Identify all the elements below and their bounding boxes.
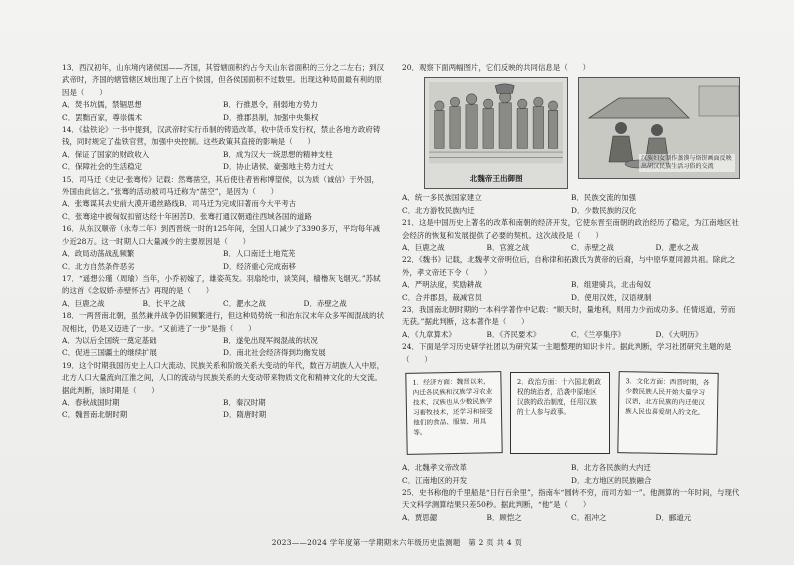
answer-option[interactable]: A．《九章算术》 — [402, 329, 456, 339]
question-text: 16．从东汉顺帝（永寿二年）到西晋统一时的125年间，全国人口减少了3390多万，平均每年减少近28万。这一时期人口大量减少的主要原因是（ ） — [62, 224, 381, 246]
answer-option[interactable]: B．北方各民族的大内迁 — [571, 463, 651, 473]
answer-option[interactable]: D．郦道元 — [655, 512, 692, 522]
answer-option[interactable]: B．组建骑兵，北击匈奴 — [571, 280, 651, 290]
answer-option[interactable]: C．北方自然条件恶劣 — [62, 261, 135, 271]
question-text: 13．西汉初年，山东境内诸侯国——齐国，其管辖面积约占今天山东省面积的三分之二左右；到汉武帝时，齐国的辖管辖区域出现了上百个侯国，但各侯国面积不过数里。出现这种局面最有利的原因是（ ） — [62, 63, 385, 97]
answer-option[interactable]: D．隋唐时期 — [223, 410, 267, 420]
answer-option[interactable]: A．北魏孝文帝改革 — [402, 463, 467, 473]
answer-option[interactable]: B．《齐民要术》 — [486, 329, 541, 339]
answer-option[interactable]: C．促进三国疆土的继续扩展 — [62, 348, 157, 358]
answer-option[interactable]: C．魏晋南北朝时期 — [62, 410, 128, 420]
answer-options — [62, 198, 384, 223]
card-culture: 3．文化方面：西晋时期，各少数民族人民开始大量学习汉语，北方民族的内迁使汉族人民也喜爱胡人的文化。 — [617, 371, 718, 455]
question-text: 21．这是中国历史上著名的改革和南朝的经济开发，它使东晋至南朝的政治经历了稳定，为江南地区社会经济的恢复和发展提供了必要的契机。这次战役是（ ） — [402, 218, 739, 240]
answer-option[interactable]: B．遂免出现军阀混战的状况 — [223, 335, 318, 345]
answer-options — [402, 462, 740, 487]
answer-option[interactable]: B．秦汉时期 — [223, 397, 266, 407]
right-column — [402, 62, 740, 524]
answer-option[interactable]: D．张骞打通汉朝通往西域各国的道路 — [186, 211, 312, 221]
answer-option[interactable]: A．张骞谋其去史前大漠开通丝路线 — [62, 199, 179, 209]
answer-option[interactable]: D．淝水之战 — [655, 243, 699, 253]
question-text: 22．《魏书》记载，北魏孝文帝明位后，自称律和拓跋氏为黄帝的后裔，与中原华夏同源共祖。除此之外，孝文帝还下令（ ） — [402, 255, 736, 277]
question-text: 17．“遥想公瑾（周瑜）当年，小乔初嫁了，雄姿英发。羽扇纶巾，谈笑间，樯橹灰飞烟灭。”苏轼的这首《念奴娇·赤壁怀古》再现的是（ ） — [62, 273, 381, 296]
procession-caption: 北魏帝王出御图 — [469, 174, 523, 183]
question-text: 20．观察下面两幅图片，它们反映的共同信息是（ ） — [402, 63, 591, 72]
answer-option[interactable]: B．行推恩令，削弱地方势力 — [223, 100, 318, 110]
answer-options — [402, 329, 740, 341]
kitchen-caption: 汉族妇女制作蒸馍与烙饼画面反映出胡汉民族生活习俗的交流 — [639, 154, 735, 172]
answer-option[interactable]: B．人口南迁土地荒芜 — [223, 249, 296, 259]
answer-option[interactable]: B．顾恺之 — [486, 512, 522, 522]
answer-option[interactable]: D．赤壁之战 — [303, 298, 347, 308]
answer-option[interactable]: A．为以后全国统一奠定基础 — [62, 335, 157, 345]
kitchen-mural — [578, 77, 740, 179]
answer-option[interactable]: D．协止诸侯、豪强地主势力过大 — [223, 162, 334, 172]
answer-option[interactable]: A．春秋战国时期 — [62, 397, 120, 407]
answer-option[interactable]: A．严明法度，奖励耕战 — [402, 280, 482, 290]
knowledge-cards — [404, 370, 740, 460]
answer-options — [402, 279, 740, 304]
question-text: 25．史书称他的千里船是“日行百余里”，指南车“圆转不穷，而司方如一”。他测算的一年时间，与现代天文科学测算结果只差50秒。据此判断，“他”是（ ） — [402, 487, 740, 510]
answer-options — [62, 397, 384, 422]
answer-options — [62, 248, 384, 273]
answer-option[interactable]: B．长平之战 — [142, 298, 186, 308]
answer-option[interactable]: B．司马迁为完成旧著而今大平考古 — [179, 199, 297, 209]
question-text: 18．一两晋南北朝，虽然兼并战争仍旧频繁进行，但这种局势统一和治东汉末年众多军阀混战的状况相比，仍是又迈进了一步。“又前进了一步”是指（ ） — [62, 311, 385, 333]
answer-option[interactable]: D．《大明历》 — [655, 329, 703, 339]
figure-pair — [424, 77, 740, 189]
answer-option[interactable]: C．保障社会的生活稳定 — [62, 162, 143, 172]
question-text: 14．《盐铁论》一书中提到，汉武帝时实行币制的铸造改革，收中货币发行权，禁止各地方政府铸钱，同时规定了盐铁官营，加强中央控制。这些政策其直接的影响是（ ） — [62, 125, 381, 147]
answer-option[interactable]: D．使用汉姓，汉语规制 — [571, 292, 652, 302]
answer-options — [62, 149, 384, 174]
answer-option[interactable]: B．民族交流的加强 — [571, 193, 637, 203]
answer-option[interactable]: D．经济重心完成南移 — [223, 261, 296, 271]
answer-option[interactable]: C．江南地区的开发 — [402, 475, 468, 485]
answer-options — [62, 335, 384, 360]
answer-option[interactable]: B．成为汉大一统思想的精神支柱 — [223, 149, 333, 159]
page-footer: 2023——2024 学年度第一学期期末六年级历史监测题 第 2 页 共 4 页 — [271, 538, 523, 547]
answer-option[interactable]: A．巨鹿之战 — [402, 243, 445, 253]
answer-option[interactable]: A．贾思勰 — [402, 512, 438, 522]
answer-option[interactable]: D．北方地区的民族融合 — [571, 475, 652, 485]
answer-option[interactable]: A．统一多民族国家建立 — [402, 193, 482, 203]
answer-options — [402, 512, 740, 524]
answer-option[interactable]: D．南北社会经济得到均衡发展 — [223, 348, 326, 358]
answer-option[interactable]: C．淝水之战 — [223, 298, 266, 308]
answer-option[interactable]: D．推郡县制，加强中央集权 — [223, 112, 319, 122]
answer-option[interactable]: C．罢黜百家，尊崇儒术 — [62, 112, 143, 122]
question-text: 19．这个时期我国历史上人口大流动、民族关系和阶级关系大变动的年代，数百万胡族人入中原，北方人口大量流向江淮之间，人口的流动与民族关系的大变动带来物质文化和精神文化的大交流。据此判断，该时期是（ ） — [62, 360, 385, 395]
answer-option[interactable]: A．政局动荡战乱频繁 — [62, 249, 135, 259]
answer-option[interactable]: B．官渡之战 — [486, 243, 530, 253]
answer-option[interactable]: A．焚书坑儒，禁锢思想 — [62, 100, 142, 110]
answer-options — [402, 192, 740, 217]
answer-option[interactable]: C．合并郡县，裁减官员 — [402, 292, 483, 302]
answer-option[interactable]: D．少数民族的汉化 — [571, 205, 637, 215]
answer-option[interactable]: C．北方游牧民族内迁 — [402, 205, 475, 215]
procession-figures-icon — [429, 82, 563, 163]
answer-option[interactable]: C．张骞途中被匈奴扣留达经十年困苦 — [62, 211, 187, 221]
question-text: 24．下面是学习历史研学社团以为研究某一主题整理的知识卡片。据此判断，学习社团研究主题的是（ ） — [402, 342, 732, 364]
card-economy: 1．经济方面：魏晋以来，内迁各民族和汉族学习农业技术，汉族也从少数民族学习畜牧技术，还学习和接受他们的食品、服装、用具等。 — [405, 371, 502, 455]
answer-options — [402, 242, 740, 254]
answer-option[interactable]: C．《兰亭集序》 — [571, 329, 626, 339]
question-text: 15．司马迁《史记·张骞传》记载：然骞凿空，其后使往者皆称博望侯，以为质（诚信）于外国，外国由此信之。”张骞的活动被司马迁称为“凿空”，是因为（ ） — [62, 174, 379, 197]
left-column — [62, 62, 384, 422]
answer-options — [62, 99, 384, 124]
answer-options — [62, 298, 384, 310]
answer-option[interactable]: C．赤壁之战 — [571, 243, 614, 253]
procession-illustration — [424, 77, 568, 189]
question-text: 23．我国南北朝时期的一本科学著作中记载：“顺天时，量地利，则用力少而成功多。任情返道，劳而无获。”据此判断，这本著作是（ ） — [402, 305, 736, 327]
answer-option[interactable]: C．祖冲之 — [571, 512, 607, 522]
answer-option[interactable]: A．巨鹿之战 — [62, 298, 105, 308]
answer-option[interactable]: A．保证了国家的财政收入 — [62, 149, 150, 159]
card-politics: 2．政治方面：十六国北朝政权的统治者，沿袭中原地区汉族的政治制度，任用汉族的士人参与政事。 — [510, 372, 610, 454]
